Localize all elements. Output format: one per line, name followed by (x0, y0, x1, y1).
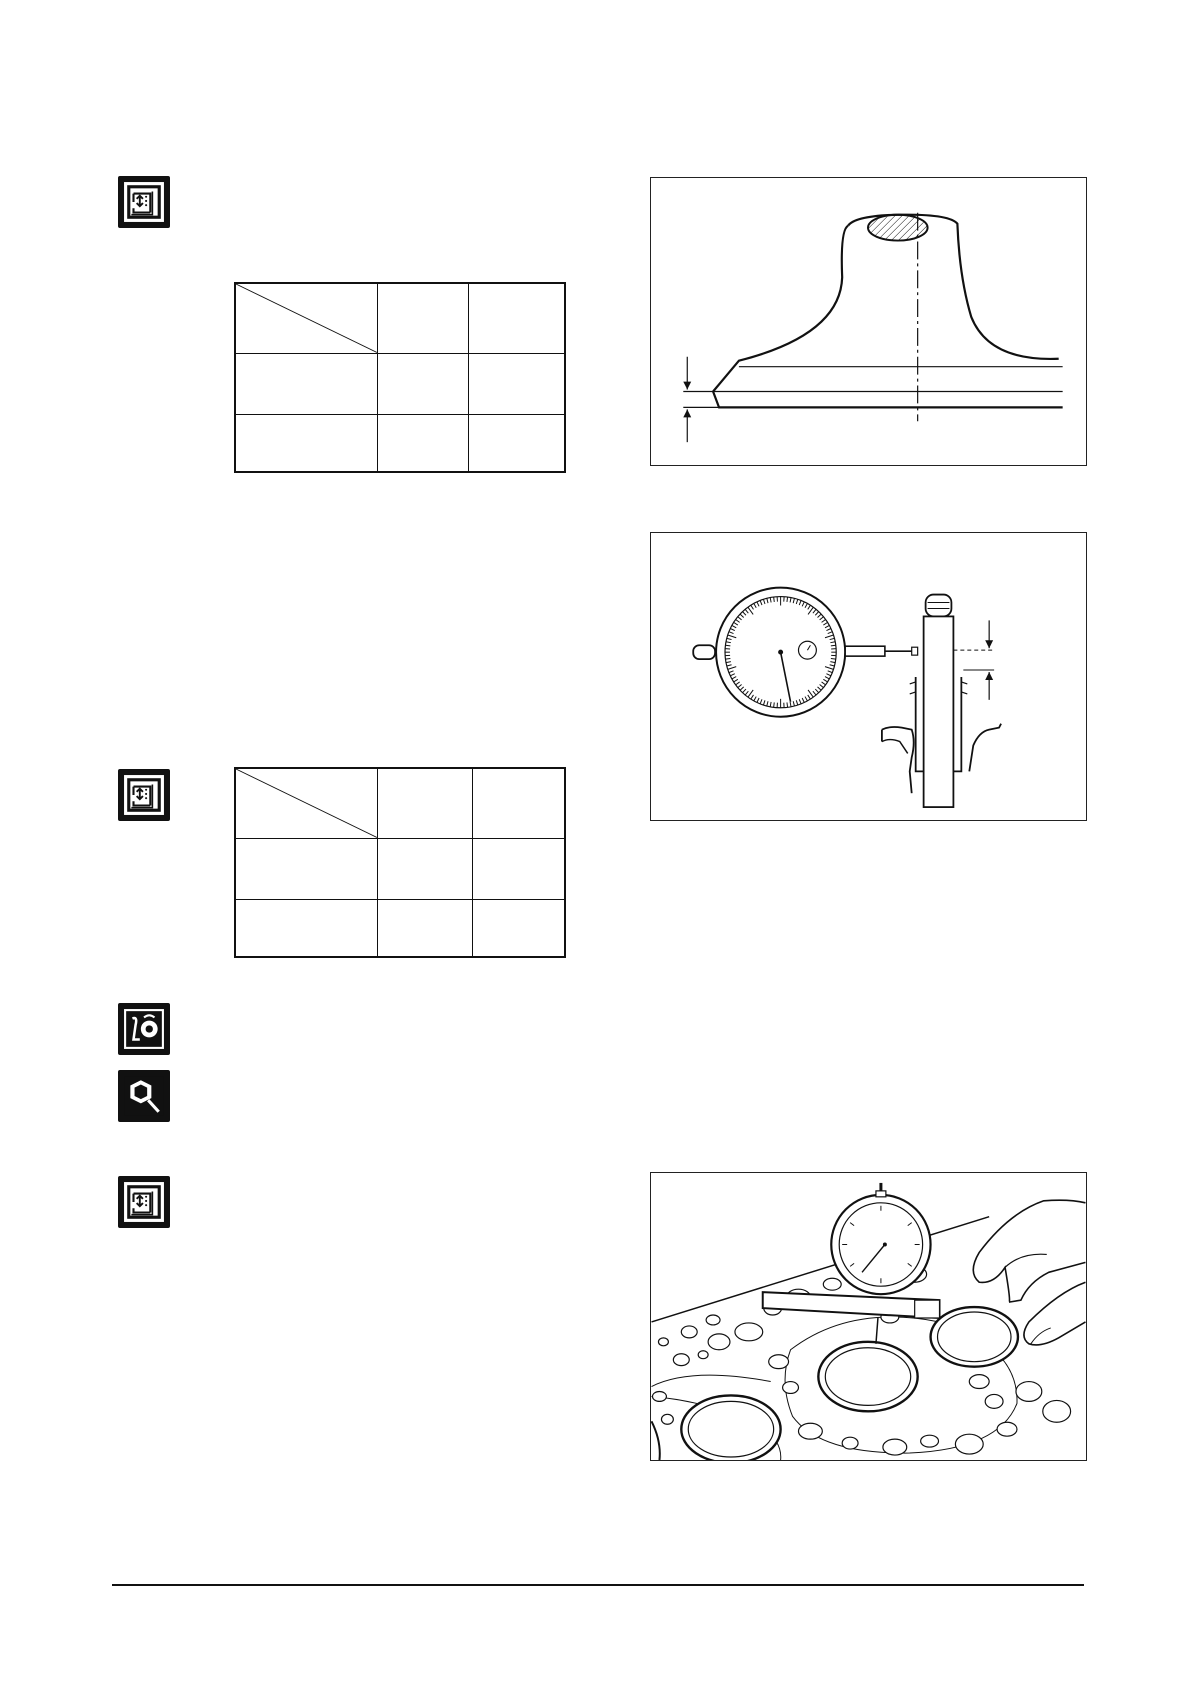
table-cell (469, 414, 566, 472)
dial-gauge-on-cylinder-head-illustration (650, 1172, 1087, 1461)
spec-table-1 (234, 282, 566, 473)
caliper-measure-icon (118, 769, 170, 821)
dial-tick (831, 645, 836, 646)
dial-tick (725, 659, 730, 660)
table-cell (378, 414, 469, 472)
spec-table-2 (234, 767, 566, 958)
caliper-measure-icon (118, 176, 170, 228)
dial-tick (831, 659, 836, 660)
dial-tick (774, 702, 775, 707)
table-corner-cell (235, 768, 378, 838)
dial-tick (787, 597, 788, 602)
table-header-cell (473, 768, 566, 838)
table-cell (473, 899, 566, 957)
valve-head-margin-diagram (650, 177, 1087, 466)
dial-tick (774, 597, 775, 602)
footer-rule (112, 1584, 1084, 1586)
table-cell (378, 353, 469, 414)
dial-tick (787, 702, 788, 707)
table-cell (378, 899, 473, 957)
table-cell (235, 899, 378, 957)
table-header-cell (378, 768, 473, 838)
table-cell (378, 838, 473, 899)
table-cell (235, 414, 378, 472)
hex-magnifier-inspect-icon (118, 1070, 170, 1122)
caliper-measure-icon (118, 1176, 170, 1228)
table-cell (235, 838, 378, 899)
torque-wrench-icon (118, 1003, 170, 1055)
table-cell (469, 353, 566, 414)
table-cell (235, 353, 378, 414)
table-corner-cell (235, 283, 378, 353)
table-header-cell (378, 283, 469, 353)
dial-tick (725, 645, 730, 646)
table-cell (473, 838, 566, 899)
table-header-cell (469, 283, 566, 353)
dial-gauge-valve-stem-diagram (650, 532, 1087, 821)
